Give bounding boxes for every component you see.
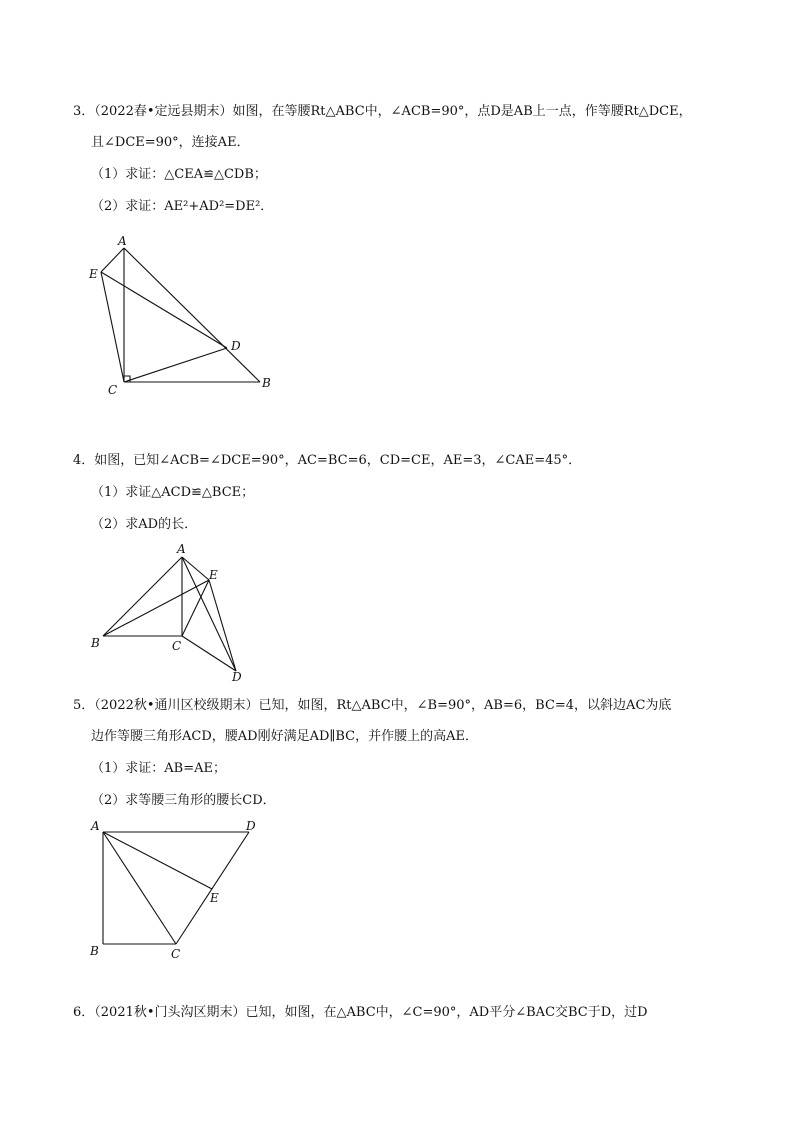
q5-subquestion-1: （1）求证：AB=AE； (91, 761, 226, 776)
q5-label-C: C (171, 947, 181, 961)
q4-segment-BE (103, 580, 209, 636)
q3-segment-EC (101, 272, 124, 382)
q4-segment-AB (103, 557, 182, 636)
q4-segment-AE (182, 557, 209, 580)
q5-segment-AC (103, 832, 176, 944)
q4-label-B: B (91, 636, 100, 650)
q6-statement-line1: 6．（2021秋•门头沟区期末）已知，如图，在△ABC中，∠C=90°，AD平分∠BAC交BC于D，过D (73, 1005, 648, 1020)
q3-segment-AE (101, 248, 124, 272)
q3-statement-line2: 且∠DCE=90°，连接AE． (91, 135, 250, 150)
q5-statement-line1: 5．（2022秋•通川区校级期末）已知，如图，Rt△ABC中，∠B=90°，AB=6，BC=4，以斜边AC为底 (73, 698, 672, 713)
q3-label-B: B (262, 376, 271, 390)
q5-label-B: B (90, 944, 99, 958)
q3-label-C: C (108, 383, 118, 397)
q4-figure (88, 540, 258, 685)
q4-segment-CE (182, 580, 209, 636)
q4-subquestion-1: （1）求证△ACD≌△BCE； (91, 485, 255, 500)
q4-label-E: E (209, 568, 218, 582)
q5-subquestion-2: （2）求等腰三角形的腰长CD． (91, 793, 276, 808)
q4-statement-line1: 4．如图，已知∠ACB=∠DCE=90°，AC=BC=6，CD=CE，AE=3，∠CAE=45°． (73, 453, 582, 468)
q3-label-A: A (118, 234, 127, 248)
q3-statement-line1: 3．（2022春•定远县期末）如图，在等腰Rt△ABC中，∠ACB=90°，点D是AB上一点，作等腰Rt△DCE， (73, 104, 692, 119)
q5-segment-AE (103, 832, 212, 889)
q4-subquestion-2: （2）求AD的长． (91, 517, 198, 532)
q4-label-C: C (172, 639, 182, 653)
q4-label-A: A (177, 542, 186, 556)
q5-label-E: E (210, 891, 219, 905)
q3-subquestion-1: （1）求证：△CEA≌△CDB； (91, 167, 267, 182)
q5-label-A: A (91, 819, 100, 833)
q4-segment-ED (209, 580, 236, 671)
q3-subquestion-2: （2）求证：AE²+AD²=DE²． (91, 199, 274, 214)
q5-segment-CD (176, 832, 249, 944)
q3-label-E: E (89, 267, 98, 281)
q3-figure (80, 228, 280, 398)
q3-segment-ED (101, 272, 227, 348)
q5-statement-line2: 边作等腰三角形ACD，腰AD刚好满足AD∥BC，并作腰上的高AE． (91, 729, 479, 744)
q3-label-D: D (231, 339, 241, 353)
q3-segment-CD (124, 348, 227, 382)
q4-label-D: D (232, 670, 242, 684)
q5-figure (85, 813, 270, 963)
q3-segment-AB (124, 248, 260, 382)
q5-label-D: D (246, 819, 256, 833)
